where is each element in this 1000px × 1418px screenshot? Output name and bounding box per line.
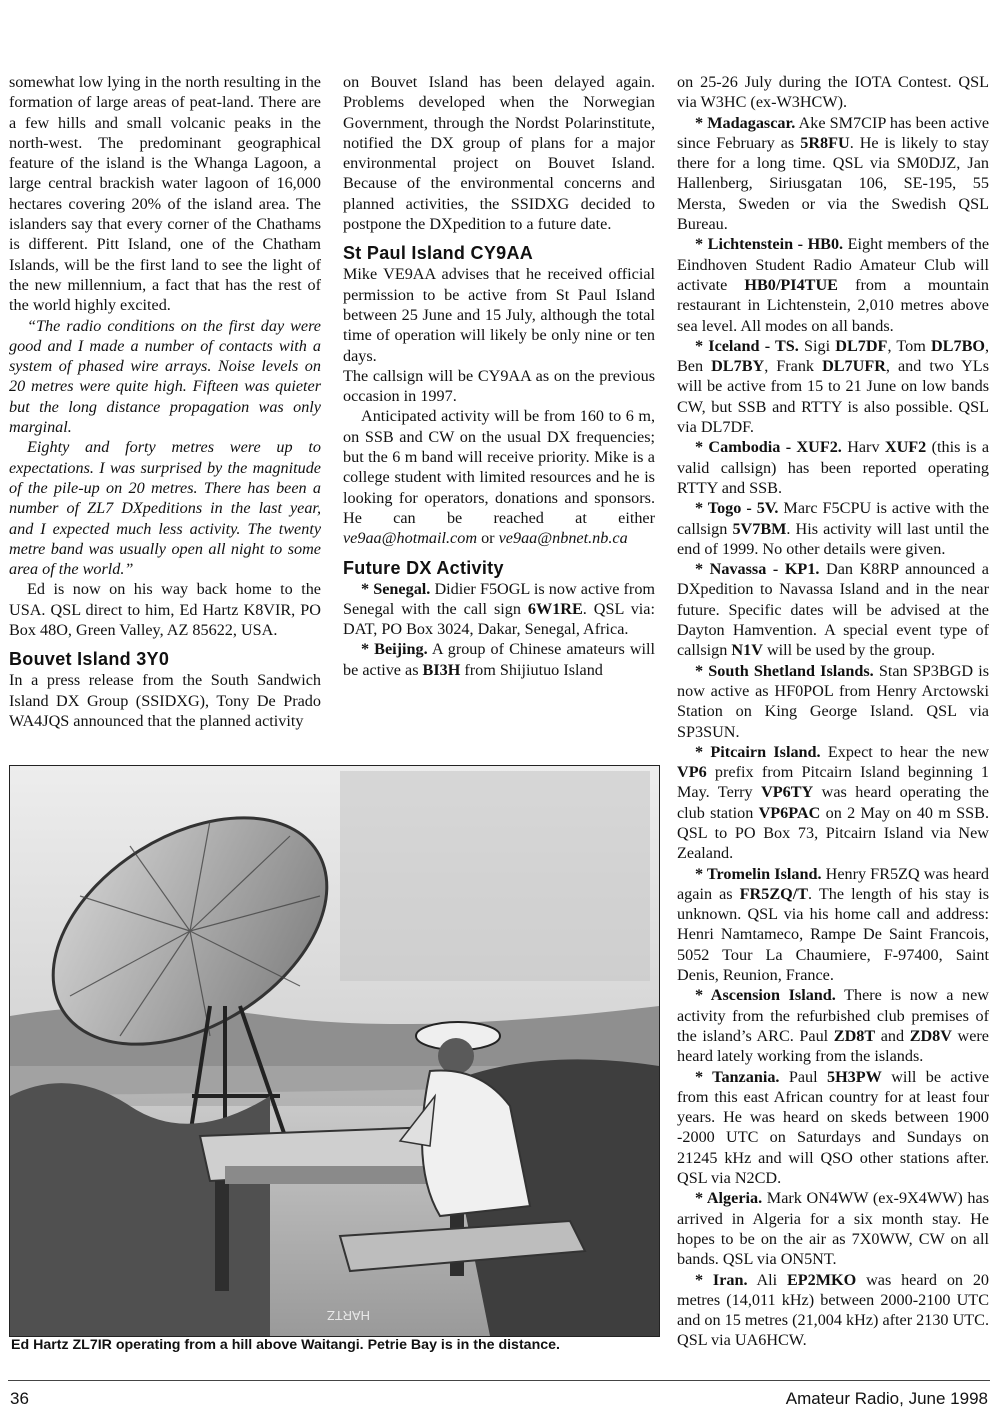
paragraph: on 25-26 July during the IOTA Contest. QSL via W3HC (ex-W3HCW). xyxy=(677,73,989,112)
entry-algeria xyxy=(677,1188,989,1269)
text: Harv xyxy=(847,438,880,457)
entry-lead: * Togo - 5V. xyxy=(695,499,779,518)
foreground-bushes-left xyxy=(10,1083,270,1336)
email-link-1[interactable]: ve9aa@hotmail.com xyxy=(343,529,478,548)
entry-lead: * Iran. xyxy=(695,1270,748,1289)
entry-lead: * Cambodia - XUF2. xyxy=(695,438,842,457)
callsign: 5R8FU xyxy=(800,133,850,152)
text: prefix from Pitcairn Island beginning 1 May. Terry xyxy=(677,763,989,802)
entry-lead: * South Shetland Islands. xyxy=(695,661,874,680)
paragraph: The callsign will be CY9AA as on the previous occasion in 1997. xyxy=(343,366,655,406)
text: Paul xyxy=(788,1067,818,1086)
entry-lead: * Iceland - TS. xyxy=(695,336,799,355)
entry-lead: * Tanzania. xyxy=(695,1067,780,1086)
text: and xyxy=(880,1026,905,1045)
entry-iran xyxy=(677,1270,989,1351)
column-3 xyxy=(677,72,989,1351)
callsign: BI3H xyxy=(422,660,461,679)
callsign: VP6 xyxy=(677,763,707,782)
callsign: EP2MKO xyxy=(787,1270,857,1289)
text: There is now a new activity from the refurbished club premises of the island’s ARC. Paul xyxy=(677,986,989,1045)
callsign: DL7BO xyxy=(930,336,985,355)
text: Ali xyxy=(756,1270,778,1289)
entry-lead: * Tromelin Island. xyxy=(695,864,822,883)
quote-paragraph: “The radio conditions on the first day were good and I made a number of contacts with a system of phased wire arrays. Noise levels on 20 metres were quite high. Fifteen was quieter but the long distance propagation was only marginal. xyxy=(9,316,321,437)
entry-lead: * Beijing. xyxy=(361,640,428,659)
photo-caption: Ed Hartz ZL7IR operating from a hill above Waitangi. Petrie Bay is in the distance. xyxy=(11,1337,560,1353)
entry-lichtenstein xyxy=(677,234,989,335)
text: will be used by the group. xyxy=(766,641,936,660)
entry-lead: * Madagascar. xyxy=(695,113,796,132)
column-2 xyxy=(343,72,655,680)
entry-tromelin xyxy=(677,864,989,986)
entry-tanzania xyxy=(677,1067,989,1189)
entry-lead: * Lichtenstein - HB0. xyxy=(695,235,844,254)
paragraph: on Bouvet Island has been delayed again. Problems developed when the Norwegian Government, through the Nordst Polarinstitute, notified the DX group of plans for a major environmental project on Bouvet Island. Because of the environmental concerns and planned activities, the SSIDXG decided to postpone the DXpedition to a future date. xyxy=(343,73,655,234)
text: Dan K8RP announced a DXpedition to Navassa Island and in the near future. Specific dates will be advised at the Dayton Hamvention. A special event type of callsign xyxy=(677,560,989,660)
entry-south-shetland xyxy=(677,661,989,742)
callsign: VP6TY xyxy=(761,783,814,802)
callsign: 5H3PW xyxy=(826,1067,882,1086)
text: , and two YLs will be active from 15 to 21 June on low bands CW, but SSB and RTTY is also possible. QSL via DL7DF. xyxy=(677,357,989,437)
column-1 xyxy=(9,72,321,731)
text: Anticipated activity will be from 160 to 6 m, on SSB and CW on the usual DX frequencies; but the 6 m band will receive priority. Mike is a college student with limited resources and he is looking for operators, donations and sponsors. He can be reached at either xyxy=(343,407,655,527)
paragraph: Mike VE9AA advises that he received official permission to be active from St Paul Island between 25 June and 15 July, although the total time of operation will likely be only nine or ten days. xyxy=(343,265,655,365)
paragraph xyxy=(343,406,655,548)
text: Marc F5CPU is active with the callsign xyxy=(677,499,990,538)
entry-iceland xyxy=(677,336,989,437)
entry-ascension xyxy=(677,985,989,1066)
text: on 2 May on 40 m SSB. QSL to PO Box 73, Pitcairn Island via New Zealand. xyxy=(677,803,990,863)
photo-operator-at-antenna xyxy=(9,765,660,1337)
callsign: DL7BY xyxy=(711,357,765,376)
heading-bouvet-island: Bouvet Island 3Y0 xyxy=(9,649,170,670)
entry-lead: * Pitcairn Island. xyxy=(695,742,821,761)
text: Stan SP3BGD is now active as HF0POL from Henry Arctowski Station on King George Island. QSL via SP3SUN. xyxy=(677,661,990,741)
quote-paragraph: Eighty and forty metres were up to expectations. I was surprised by the magnitude of the pile-up on 20 metres. There has been a number of ZL7 DXpeditions in the last year, and I expected much less activity. The twenty metre band was usually open all night to some area of the world.” xyxy=(9,438,321,579)
entry-senegal xyxy=(343,579,655,640)
text: . QSL via: DAT, PO Box 3024, Dakar, Senegal, Africa. xyxy=(343,599,655,639)
text: . His activity will last until the end of 1999. No other details were given. xyxy=(677,519,990,558)
entry-navassa xyxy=(677,559,989,660)
publication-title: Amateur Radio, June 1998 xyxy=(785,1389,988,1408)
heading-future-dx-activity: Future DX Activity xyxy=(343,557,504,578)
text: A group of Chinese amateurs will be active as xyxy=(343,640,656,679)
callsign: 5V7BM xyxy=(732,519,787,538)
entry-beijing xyxy=(343,639,655,680)
callsign: ZD8T xyxy=(833,1026,876,1045)
photo-stamp: HARTZ xyxy=(326,1308,370,1323)
photo-illustration xyxy=(10,766,659,1336)
text: was heard on 20 metres (14,011 kHz) between 2000-2100 UTC and on 15 metres (21,004 kHz) after 2130 UTC. QSL via UA6HCW. xyxy=(677,1270,990,1350)
paragraph: somewhat low lying in the north resulting in the formation of large areas of peat-land. There are a few hills and small volcanic peaks in the north-west. The predominant geographical feature of the island is the Whanga Lagoon, a large central brackish water lagoon of 16,000 hectares covering 20% of the island area. The islanders say that every corner of the Chathams is different. Pitt Island, one of the Chatham Islands, will be the first land to see the light of the new millennium, a fact that has the rest of the world highly excited. xyxy=(9,73,321,315)
text: Henry FR5ZQ was heard again as xyxy=(677,864,989,903)
callsign: VP6PAC xyxy=(758,803,821,822)
paragraph: In a press release from the South Sandwich Island DX Group (SSIDXG), Tony De Prado WA4JQS announced that the planned activity xyxy=(9,671,321,730)
text: . He is likely to stay there for a long time. QSL via SM0DJZ, Jan Hallenberg, Siriusgatan 106, SE-195, 55 Mersta, Sweden or via the Swedish QSL Bureau. xyxy=(677,133,989,234)
callsign: HB0/PI4TUE xyxy=(744,275,838,294)
callsign: 6W1RE xyxy=(527,599,583,618)
callsign: N1V xyxy=(731,641,763,660)
callsign: ZD8V xyxy=(909,1026,952,1045)
text: will be active from this east African country for at least four years. He was heard on skeds between 1900 -2000 UTC on Saturdays and Sundays on 21245 kHz and will QSO other stations after. QSL via N2CD. xyxy=(677,1067,990,1188)
text: Eight members of the Eindhoven Student Radio Amateur Club will activate xyxy=(677,235,989,294)
entry-lead: * Senegal. xyxy=(361,579,431,598)
callsign: DL7DF xyxy=(835,336,888,355)
text: , Tom xyxy=(887,336,926,355)
print-through xyxy=(340,771,650,981)
page-number: 36 xyxy=(10,1389,29,1408)
entry-lead: * Ascension Island. xyxy=(695,986,836,1005)
callsign: DL7UFR xyxy=(822,357,886,376)
text: (this is a valid callsign) has been reported operating RTTY and SSB. xyxy=(677,438,990,497)
entry-cambodia xyxy=(677,437,989,498)
text: , Frank xyxy=(764,357,815,376)
entry-togo xyxy=(677,498,989,559)
email-link-2[interactable]: ve9aa@nbnet.nb.ca xyxy=(498,529,628,548)
text: from Shijiutuo Island xyxy=(464,660,603,679)
callsign: XUF2 xyxy=(884,438,927,457)
text: Expect to hear the new xyxy=(827,742,990,761)
callsign: FR5ZQ/T xyxy=(739,884,809,903)
text: Didier F5OGL is now active from Senegal with the call sign xyxy=(343,579,656,618)
text: Ake SM7CIP has been active since February as xyxy=(677,113,990,152)
text: from a mountain restaurant in Lichtenstein, 2,010 metres above sea level. All modes on all bands. xyxy=(677,275,990,335)
entry-lead: * Algeria. xyxy=(695,1189,763,1208)
text: or xyxy=(481,529,495,548)
text: . The length of his stay is unknown. QSL via his home call and address: Henri Namtameco, Rampe De Saint Francois, 5052 Tour La Chaumiere, F-97400, Saint Denis, Reunion, France. xyxy=(677,884,990,985)
entry-madagascar xyxy=(677,113,989,235)
text: , Ben xyxy=(677,336,990,376)
text: Sigi xyxy=(804,336,831,355)
text: was heard operating the club station xyxy=(677,783,989,822)
heading-st-paul-island: St Paul Island CY9AA xyxy=(343,243,534,264)
paragraph: Ed is now on his way back home to the USA. QSL direct to him, Ed Hartz K8VIR, PO Box 48O, Green Valley, AZ 85622, USA. xyxy=(9,580,321,640)
entry-lead: * Navassa - KP1. xyxy=(695,560,820,579)
text: were heard lately working from the islands. xyxy=(677,1026,989,1066)
footer-rule xyxy=(8,1380,990,1381)
text: Mark ON4WW (ex-9X4WW) has arrived in Algeria for a six month stay. He hopes to be on the air as 7X0WW, CW on all bands. QSL via ON5NT. xyxy=(677,1189,990,1269)
entry-pitcairn xyxy=(677,742,989,864)
